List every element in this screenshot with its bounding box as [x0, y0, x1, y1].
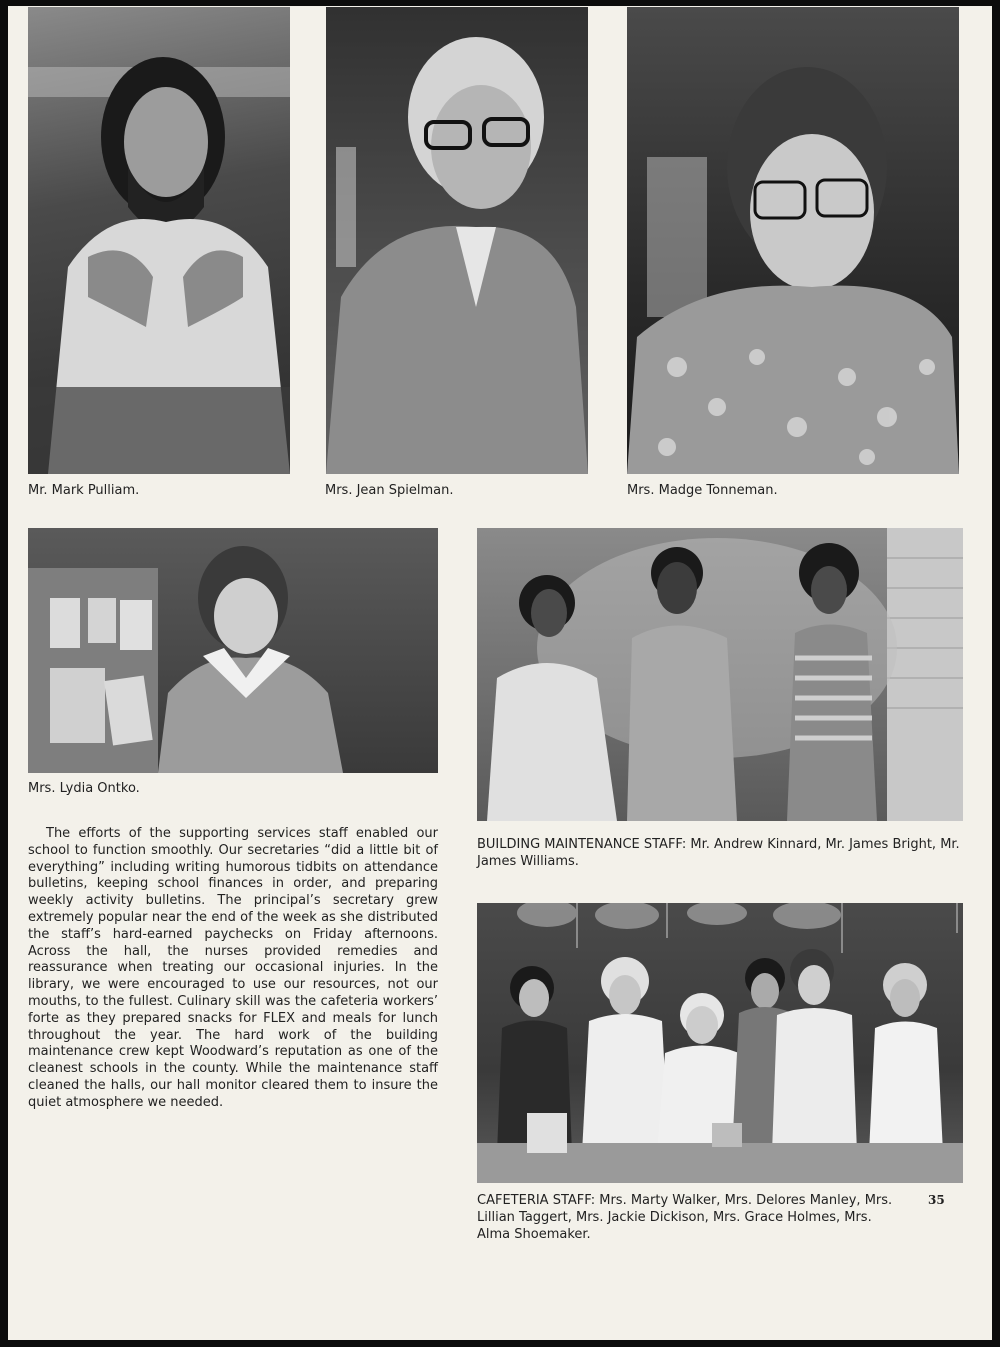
photo-building-maintenance-staff: [477, 528, 963, 821]
caption-spielman: Mrs. Jean Spielman.: [325, 483, 454, 498]
photo-madge-tonneman: [627, 7, 959, 474]
caption-ontko: Mrs. Lydia Ontko.: [28, 781, 140, 796]
body-text: The efforts of the supporting services staff enabled our school to function smoothly. Our secretaries “did a little bit of everything” including writing humorous tidbits on attendance bulletins, keeping school finances in order, and preparing weekly activity bulletins. The principal’s secretary grew extremely popular near the end of the week as she distributed the staff’s hard-earned paychecks on Friday afternoons. Across the hall, the nurses provided remedies and reassurance when treating our occasional injuries. In the library, we were encouraged to use our resources, not our mouths, to the fullest. Culinary skill was the cafeteria workers’ forte as they prepared snacks for FLEX and meals for lunch throughout the year. The hard work of the building maintenance crew kept Woodward’s reputation as one of the cleanest schools in the county. While the maintenance staff cleaned the halls, our hall monitor cleared them to insure the quiet atmosphere we needed.: [28, 826, 438, 1110]
caption-cafeteria-staff: CAFETERIA STAFF: Mrs. Marty Walker, Mrs. Delores Manley, Mrs. Lillian Taggert, Mrs. Jackie Dickison, Mrs. Grace Holmes, Mrs. Alma Shoemaker.: [477, 1193, 893, 1242]
page-number: 35: [928, 1193, 945, 1207]
caption-maintenance-staff: BUILDING MAINTENANCE STAFF: Mr. Andrew Kinnard, Mr. James Bright, Mr. James Williams.: [477, 837, 960, 869]
photo-mark-pulliam: [28, 7, 290, 474]
photo-cafeteria-staff: [477, 903, 963, 1183]
photo-jean-spielman: [326, 7, 588, 474]
yearbook-page: [8, 6, 992, 1340]
caption-tonneman: Mrs. Madge Tonneman.: [627, 483, 778, 498]
photo-lydia-ontko: [28, 528, 438, 773]
caption-pulliam: Mr. Mark Pulliam.: [28, 483, 140, 498]
